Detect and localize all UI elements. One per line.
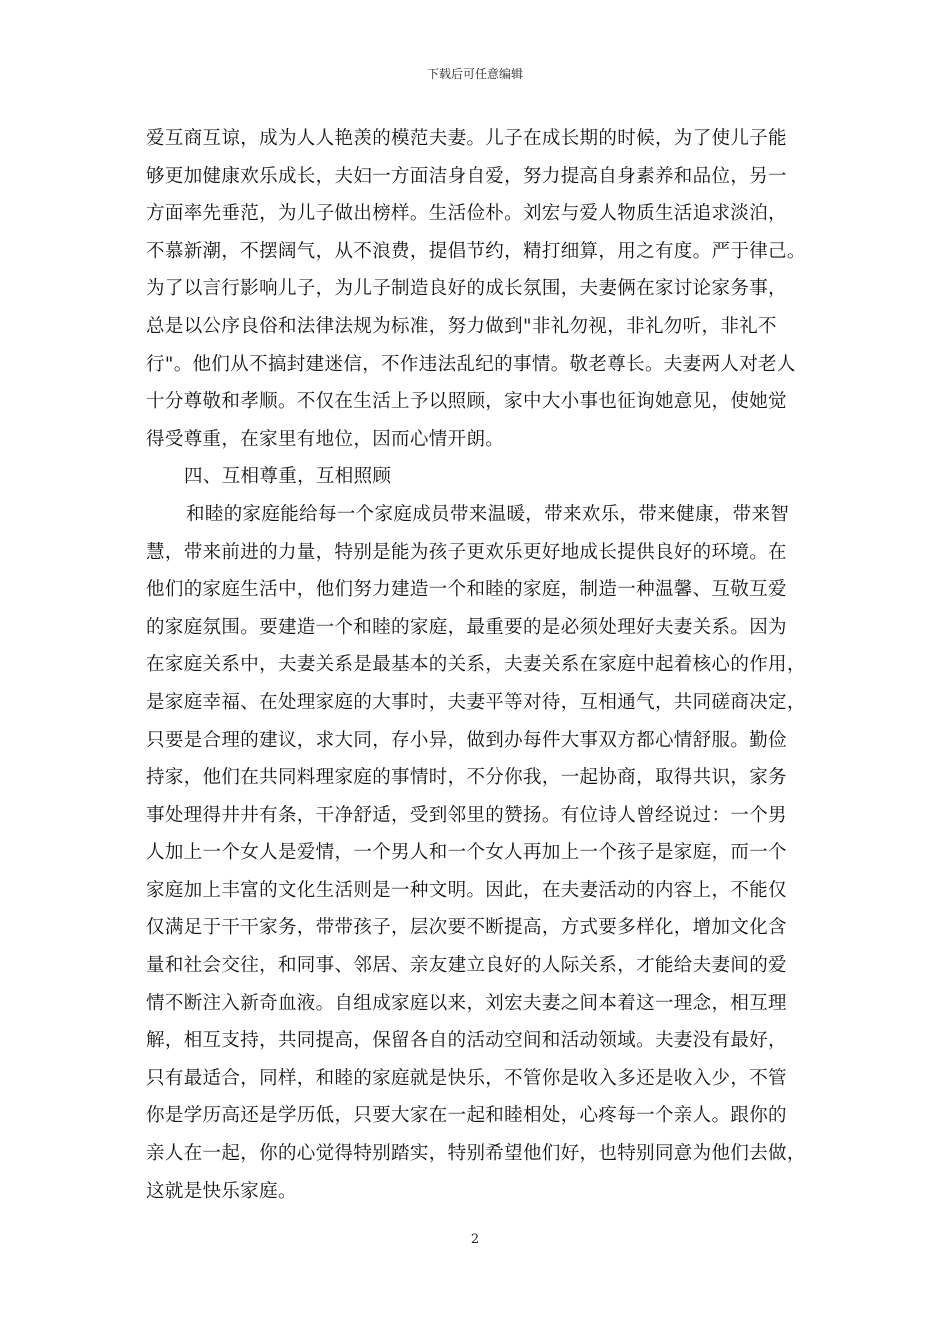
section-heading: 四、互相尊重，互相照顾 [184, 466, 392, 488]
body-line: 方面率先垂范，为儿子做出榜样。生活俭朴。刘宏与爱人物质生活追求淡泊， [146, 203, 787, 225]
body-line: 他们的家庭生活中，他们努力建造一个和睦的家庭，制造一种温馨、互敬互爱 [146, 579, 787, 601]
body-line: 在家庭关系中，夫妻关系是最基本的关系，夫妻关系在家庭中起着核心的作用， [146, 654, 806, 676]
body-line: 得受尊重，在家里有地位，因而心情开朗。 [146, 428, 505, 450]
body-line: 这就是快乐家庭。 [146, 1180, 297, 1202]
body-line: 解，相互支持，共同提高，保留各自的活动空间和活动领域。夫妻没有最好， [146, 1030, 787, 1052]
body-line: 总是以公序良俗和法律法规为标准，努力做到"非礼勿视，非礼勿听，非礼不 [146, 315, 777, 337]
body-line: 只有最适合，同样，和睦的家庭就是快乐，不管你是收入多还是收入少，不管 [146, 1067, 787, 1089]
body-line: 亲人在一起，你的心觉得特别踏实，特别希望他们好，也特别同意为他们去做， [146, 1143, 806, 1165]
page-number: 2 [470, 1232, 480, 1247]
body-line: 十分尊敬和孝顺。不仅在生活上予以照顾，家中大小事也征询她意见，使她觉 [146, 391, 787, 413]
body-line: 仅满足于干干家务，带带孩子，层次要不断提高，方式要多样化，增加文化含 [146, 917, 787, 939]
body-line: 情不断注入新奇血液。自组成家庭以来，刘宏夫妻之间本着这一理念，相互理 [146, 992, 787, 1014]
body-line: 行"。他们从不搞封建迷信，不作违法乱纪的事情。敬老尊长。夫妻两人对老人 [146, 353, 796, 375]
body-line: 你是学历高还是学历低，只要大家在一起和睦相处，心疼每一个亲人。跟你的 [146, 1105, 787, 1127]
document-body [146, 120, 822, 1210]
body-line: 事处理得井井有条，干净舒适，受到邻里的赞扬。有位诗人曾经说过：一个男 [146, 804, 787, 826]
body-line: 量和社会交往，和同事、邻居、亲友建立良好的人际关系，才能给夫妻间的爱 [146, 955, 787, 977]
body-line: 人加上一个女人是爱情，一个男人和一个女人再加上一个孩子是家庭，而一个 [146, 842, 787, 864]
body-line: 持家，他们在共同料理家庭的事情时，不分你我，一起协商，取得共识，家务 [146, 767, 787, 789]
body-line: 慧，带来前进的力量，特别是能为孩子更欢乐更好地成长提供良好的环境。在 [146, 541, 787, 563]
body-line: 为了以言行影响儿子，为儿子制造良好的成长氛围，夫妻俩在家讨论家务事， [146, 278, 787, 300]
body-line: 是家庭幸福、在处理家庭的大事时，夫妻平等对待，互相通气，共同磋商决定， [146, 691, 806, 713]
body-line: 家庭加上丰富的文化生活则是一种文明。因此，在夫妻活动的内容上，不能仅 [146, 879, 787, 901]
paragraph-first-line: 和睦的家庭能给每一个家庭成员带来温暖，带来欢乐，带来健康，带来智 [186, 503, 790, 525]
body-line: 够更加健康欢乐成长，夫妇一方面洁身自爱，努力提高自身素养和品位，另一 [146, 165, 787, 187]
page-header: 下载后可任意编辑 [426, 67, 523, 81]
body-line: 不慕新潮，不摆阔气，从不浪费，提倡节约，精打细算，用之有度。严于律己。 [146, 240, 806, 262]
body-line: 的家庭氛围。要建造一个和睦的家庭，最重要的是必须处理好夫妻关系。因为 [146, 616, 787, 638]
body-line: 只要是合理的建议，求大同，存小异，做到办每件大事双方都心情舒服。勤俭 [146, 729, 787, 751]
body-line: 爱互商互谅，成为人人艳羡的模范夫妻。儿子在成长期的时候，为了使儿子能 [146, 128, 787, 149]
